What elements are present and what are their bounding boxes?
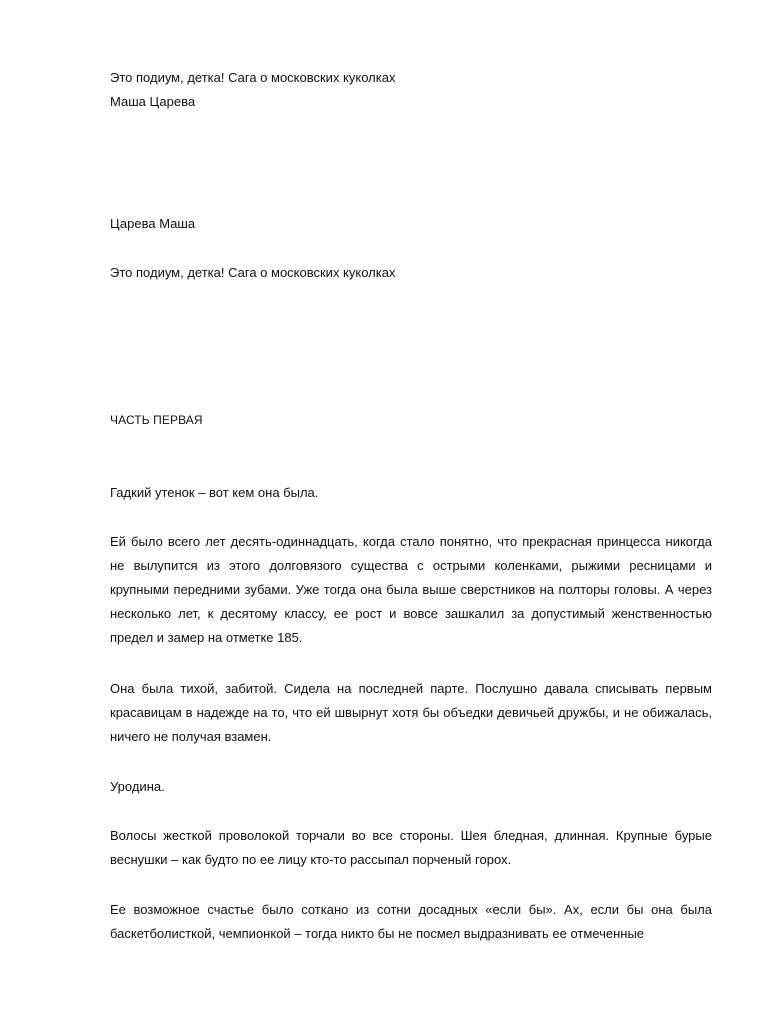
paragraph-2: Ей было всего лет десять-одиннадцать, когда стало понятно, что прекрасная принцесса никогда не вылупится из этого долговязого существа с острыми коленками, рыжими ресницами и крупными передними зубами. Уже тогда она была выше сверстников на полторы головы. А через несколько лет, к десятому классу, ее рост и вовсе зашкалил за допустимый женственностью предел и замер на отметке 185. bbox=[110, 534, 712, 645]
paragraph-1: Гадкий утенок – вот кем она была. bbox=[110, 485, 319, 500]
title-block-title: Это подиум, детка! Сага о московских куколках bbox=[110, 265, 396, 280]
paragraph-4: Уродина. bbox=[110, 779, 165, 794]
title-block-author: Царева Маша bbox=[110, 216, 196, 231]
paragraph-5: Волосы жесткой проволокой торчали во все стороны. Шея бледная, длинная. Крупные бурые веснушки – как будто по ее лицу кто-то рассыпал порченый горох. bbox=[110, 828, 712, 867]
paragraph-3: Она была тихой, забитой. Сидела на последней парте. Послушно давала списывать первым красавицам в надежде на то, что ей швырнут хотя бы объедки девичьей дружбы, и не обижалась, ничего не получая взамен. bbox=[110, 681, 712, 744]
paragraph-6: Ее возможное счастье было соткано из сотни досадных «если бы». Ах, если бы она была баскетболисткой, чемпионкой – тогда никто бы не посмел выдразнивать ее отмеченные bbox=[110, 902, 712, 941]
section-heading: ЧАСТЬ ПЕРВАЯ bbox=[110, 413, 203, 427]
header-title: Это подиум, детка! Сага о московских куколках bbox=[110, 70, 396, 85]
header-author: Маша Царева bbox=[110, 94, 196, 109]
